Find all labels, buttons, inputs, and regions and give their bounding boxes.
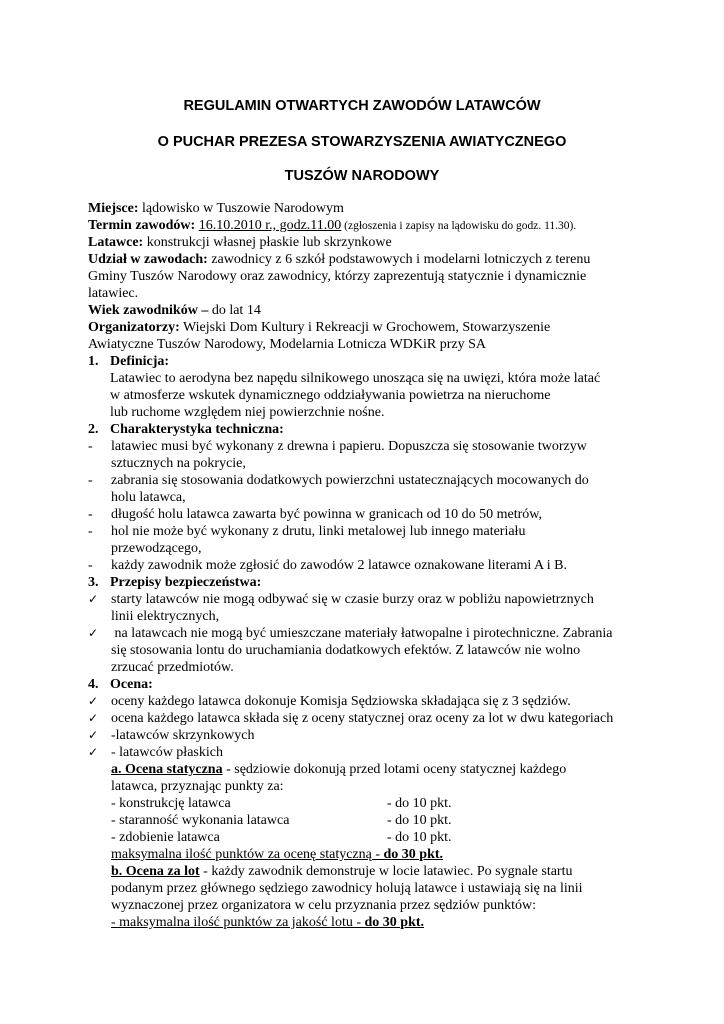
organizatorzy-value-1: Wiejski Dom Kultury i Rekreacji w Grochowem, Stowarzyszenie xyxy=(179,320,551,335)
score-row xyxy=(88,812,648,829)
list-item xyxy=(88,506,648,523)
ocena-za-lot-line xyxy=(88,863,648,880)
list-item-text: zrzucać przedmiotów. xyxy=(111,660,234,675)
ocena-statyczna-text-2: latawca, przyznając punkty za: xyxy=(111,779,284,794)
checkmark-icon: ✓ xyxy=(88,728,99,742)
termin-label: Termin zawodów: xyxy=(88,218,196,233)
list-item-text: starty latawców nie mogą odbywać się w czasie burzy oraz w pobliżu napowietrznych xyxy=(111,592,594,607)
udzial-label: Udział w zawodach: xyxy=(88,252,208,267)
list-item xyxy=(88,710,648,727)
termin-value: 16.10.2010 r., godz.11.00 xyxy=(198,218,342,233)
wiek-label: Wiek zawodników – xyxy=(88,303,209,318)
ocena-statyczna-max-value: do 30 pkt. xyxy=(383,847,444,862)
list-item-text: linii elektrycznych, xyxy=(111,609,220,624)
section-2-heading xyxy=(88,421,648,438)
udzial-value-1: zawodnicy z 6 szkół podstawowych i modelarni lotniczych z terenu xyxy=(207,252,591,267)
score-value: - do 10 pkt. xyxy=(387,796,452,811)
section-1-title: Definicja: xyxy=(110,354,170,369)
list-item-text: latawiec musi być wykonany z drewna i papieru. Dopuszcza się stosowanie tworzyw xyxy=(111,439,587,454)
section-4-heading xyxy=(88,676,648,693)
ocena-za-lot-max-line xyxy=(88,914,648,931)
list-item xyxy=(88,523,648,540)
title-line-1: REGULAMIN OTWARTYCH ZAWODÓW LATAWCÓW xyxy=(183,98,541,114)
dash-bullet: - xyxy=(88,524,93,539)
organizatorzy-label: Organizatorzy: xyxy=(88,320,180,335)
section-1-number: 1. xyxy=(88,354,99,369)
list-item xyxy=(88,438,648,455)
ocena-za-lot-heading: b. Ocena za lot xyxy=(111,864,200,879)
score-row xyxy=(88,795,648,812)
miejsce-label: Miejsce: xyxy=(88,201,139,216)
ocena-statyczna-line xyxy=(88,761,648,778)
checkmark-icon: ✓ xyxy=(88,626,99,640)
wiek-value: do lat 14 xyxy=(208,303,261,318)
section-4-number: 4. xyxy=(88,677,99,692)
list-item-text: holu latawca, xyxy=(111,490,186,505)
ocena-za-lot-text-2: podanym przez głównego sędziego zawodnicy holują latawce i ustawiają się na linii xyxy=(111,881,583,896)
organizatorzy-value-2: Awiatyczne Tuszów Narodowy, Modelarnia Lotnicza WDKiR przy SA xyxy=(88,337,487,352)
score-value: - do 10 pkt. xyxy=(387,830,452,845)
ocena-za-lot-text-3: wyznaczonej przez organizatora w celu przyznania przez sędziów punktów: xyxy=(111,898,536,913)
udzial-value-3: latawiec. xyxy=(88,286,139,301)
section-4-title: Ocena: xyxy=(110,677,153,692)
termin-note: (zgłoszenia i zapisy na lądowisku do godz. 11.30). xyxy=(341,220,577,232)
latawce-label: Latawce: xyxy=(88,235,144,250)
ocena-statyczna-max-text: maksymalna ilość punktów za ocenę statyczną - xyxy=(111,847,384,862)
checkmark-icon: ✓ xyxy=(88,711,99,725)
list-item-text: na latawcach nie mogą być umieszczane materiały łatwopalne i pirotechniczne. Zabrania xyxy=(111,626,613,641)
section-3-heading xyxy=(88,574,648,591)
list-item xyxy=(88,472,648,489)
organizatorzy-line xyxy=(88,319,648,336)
list-item xyxy=(88,744,648,761)
score-value: - do 10 pkt. xyxy=(387,813,452,828)
miejsce-value: lądowisko w Tuszowie Narodowym xyxy=(138,201,344,216)
section-3-title: Przepisy bezpieczeństwa: xyxy=(110,575,262,590)
score-label: - zdobienie latawca xyxy=(111,830,220,845)
ocena-za-lot-text-1: - każdy zawodnik demonstruje w locie latawiec. Po sygnale startu xyxy=(199,864,573,879)
list-item-text: oceny każdego latawca dokonuje Komisja Sędziowska składająca się z 3 sędziów. xyxy=(111,694,571,709)
dash-bullet: - xyxy=(88,558,93,573)
list-item-text: sztucznych na pokrycie, xyxy=(111,456,246,471)
ocena-za-lot-max-value: do 30 pkt. xyxy=(364,915,425,930)
title-line-2: O PUCHAR PREZESA STOWARZYSZENIA AWIATYCZNEGO xyxy=(157,134,567,150)
dash-bullet: - xyxy=(88,507,93,522)
udzial-value-2: Gminy Tuszów Narodowy oraz zawodnicy, którzy zaprezentują statycznie i dynamicznie xyxy=(88,269,587,284)
list-item-text: każdy zawodnik może zgłosić do zawodów 2 latawce oznakowane literami A i B. xyxy=(111,558,568,573)
termin-line xyxy=(88,217,648,234)
checkmark-icon: ✓ xyxy=(88,592,99,606)
ocena-statyczna-heading: a. Ocena statyczna xyxy=(111,762,223,777)
section-2-title: Charakterystyka techniczna: xyxy=(110,422,284,437)
list-item-text: -latawców skrzynkowych xyxy=(111,728,255,743)
latawce-value: konstrukcji własnej płaskie lub skrzynkowe xyxy=(143,235,392,250)
dash-bullet: - xyxy=(88,439,93,454)
ocena-statyczna-max-line xyxy=(88,846,648,863)
section-3-number: 3. xyxy=(88,575,99,590)
ocena-statyczna-text-1: - sędziowie dokonują przed lotami oceny statycznej każdego xyxy=(222,762,567,777)
section-2-number: 2. xyxy=(88,422,99,437)
list-item xyxy=(88,625,648,642)
udzial-line xyxy=(88,251,648,268)
latawce-line xyxy=(88,234,648,251)
wiek-line xyxy=(88,302,648,319)
list-item-text: - latawców płaskich xyxy=(111,745,223,760)
list-item xyxy=(88,727,648,744)
list-item-text: przewodzącego, xyxy=(111,541,202,556)
score-row xyxy=(88,829,648,846)
list-item-text: się stosowania lontu do uruchamiania dodatkowych efektów. Z latawców nie wolno xyxy=(111,643,581,658)
checkmark-icon: ✓ xyxy=(88,694,99,708)
list-item-text: hol nie może być wykonany z drutu, linki metalowej lub innego materiału xyxy=(111,524,526,539)
list-item-text: zabrania się stosowania dodatkowych powierzchni ustatecznających mocowanych do xyxy=(111,473,589,488)
list-item xyxy=(88,557,648,574)
miejsce-line xyxy=(88,200,648,217)
definition-line: Latawiec to aerodyna bez napędu silnikowego unosząca się na uwięzi, która może latać xyxy=(110,371,601,386)
score-label: - konstrukcję latawca xyxy=(111,796,231,811)
document-body xyxy=(88,200,648,931)
list-item xyxy=(88,591,648,608)
score-label: - staranność wykonania latawca xyxy=(111,813,290,828)
definition-line: w atmosferze wskutek dynamicznego oddziaływania powietrza na nieruchome xyxy=(110,388,551,403)
title-line-3: TUSZÓW NARODOWY xyxy=(284,168,440,184)
checkmark-icon: ✓ xyxy=(88,745,99,759)
definition-line: lub ruchome względem niej powierzchnie nośne. xyxy=(110,405,385,420)
list-item-text: długość holu latawca zawarta być powinna w granicach od 10 do 50 metrów, xyxy=(111,507,543,522)
dash-bullet: - xyxy=(88,473,93,488)
ocena-za-lot-max-text: - maksymalna ilość punktów za jakość lotu - xyxy=(111,915,365,930)
list-item xyxy=(88,693,648,710)
list-item-text: ocena każdego latawca składa się z oceny statycznej oraz oceny za lot w dwu kategoriach xyxy=(111,711,614,726)
section-1-heading xyxy=(88,353,648,370)
